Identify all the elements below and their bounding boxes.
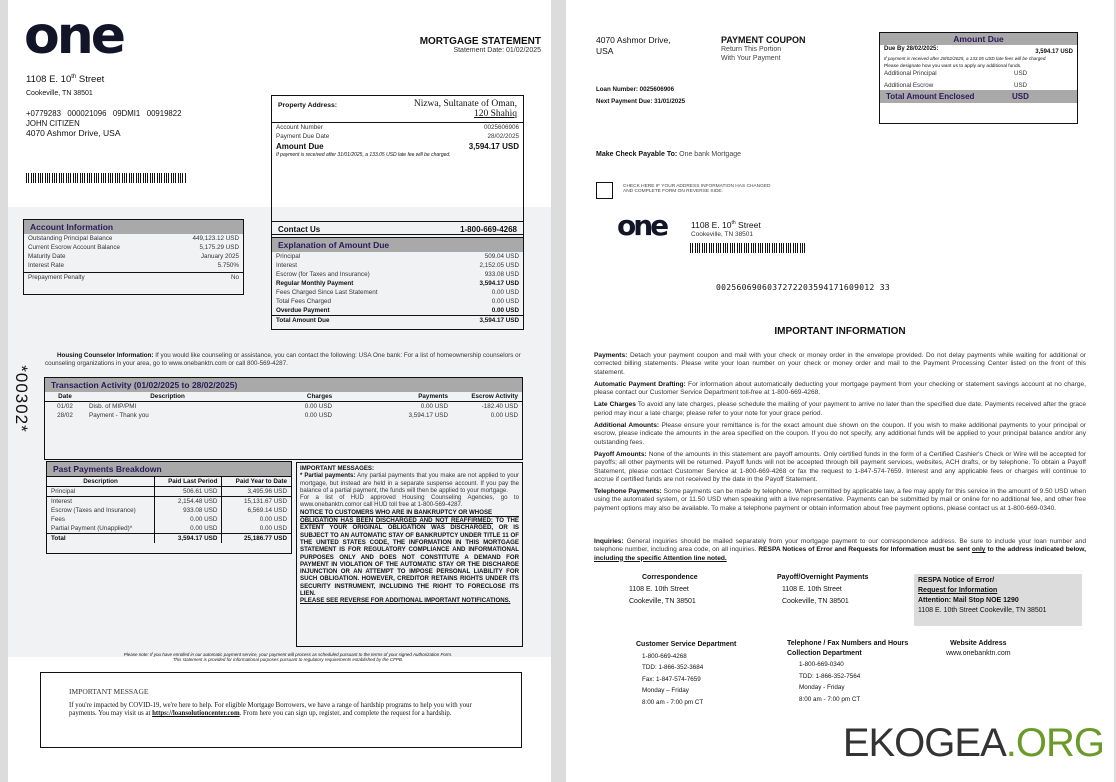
coupon-header bbox=[721, 35, 806, 63]
table-cell: 6,569.14 USD bbox=[222, 506, 291, 515]
table-cell: 0.00 USD bbox=[490, 412, 518, 419]
contact-line: TDD: 1-866-352-3684 bbox=[642, 664, 704, 671]
account-number: 0025606906 bbox=[483, 124, 519, 131]
statement-page bbox=[8, 0, 551, 782]
bankruptcy-notice: NOTICE TO CUSTOMERS WHO ARE IN BANKRUPTCY OR WHOSE bbox=[300, 509, 519, 517]
row-value: 5,175.29 USD bbox=[199, 244, 239, 251]
row-value: 449,123.12 USD bbox=[192, 235, 239, 242]
column-header: Description bbox=[83, 478, 118, 485]
paragraph-label: Telephone Payments: bbox=[594, 488, 662, 496]
bank-city: Cookeville, TN 38501 bbox=[26, 90, 93, 97]
table-cell: 0.00 USD bbox=[304, 403, 333, 410]
row-label: Total Amount Due bbox=[276, 317, 330, 324]
account-info-row bbox=[24, 243, 243, 252]
customer-service-info: Customer Service Department 1-800-669-4268 TDD: 1-866-352-3684 Fax: 1-847-574-7659 Monday – Friday 8:00 am - 7:00 pm CT bbox=[636, 639, 736, 708]
account-info-row bbox=[24, 252, 243, 261]
coupon-late-note: If payment is received after 28/02/2025, a 133.05 USD late fees will be charged. bbox=[884, 56, 1047, 61]
account-info-row bbox=[24, 272, 243, 282]
payable-to: Make Check Payable To: One bank Mortgage bbox=[596, 151, 742, 158]
column-header: Escrow Activity bbox=[471, 393, 518, 400]
info-paragraph bbox=[594, 422, 1086, 447]
row-label: Overdue Payment bbox=[276, 307, 330, 314]
additional-principal-input[interactable]: USD bbox=[1014, 70, 1028, 77]
paragraph-label: Payments: bbox=[594, 352, 628, 359]
coupon-sub: With Your Payment bbox=[721, 55, 781, 62]
explanation-row bbox=[272, 252, 523, 261]
hud-note: For a list of HUD approved Housing Counseling Agencies, go to www.onebanktn.comor call HUD toll free at 1-800-569-4287. bbox=[300, 494, 519, 509]
table-row bbox=[47, 534, 291, 544]
row-label: Total Fees Charged bbox=[276, 298, 331, 305]
table-cell: Escrow (Taxes and Insurance) bbox=[51, 507, 136, 514]
explanation-row bbox=[272, 306, 523, 315]
due-by-label: Due By 28/02/2025: bbox=[884, 46, 939, 52]
property-label: Property Address: bbox=[278, 102, 338, 109]
coupon-address: 4070 Ashmor Drive, USA bbox=[596, 35, 671, 56]
contact-line: Monday – Friday bbox=[642, 687, 689, 694]
column-header: Date bbox=[58, 393, 72, 400]
table-cell: 01/02 bbox=[57, 403, 73, 410]
table-row bbox=[45, 402, 522, 412]
row-label: Interest Rate bbox=[28, 262, 65, 269]
account-info-title: Account Information bbox=[24, 220, 243, 234]
loan-solution-link[interactable]: https://loansolutioncenter.com bbox=[152, 710, 240, 717]
paragraph-label: Additional Amounts: bbox=[594, 422, 660, 430]
partial-payments-note: * Partial payments: Any partial payments that you make are not applied to your mortgage, but instead are held in a separate suspense account. If you pay the balance of a partial payment, the funds will then be applied to your mortgage. bbox=[300, 472, 519, 494]
row-value: 933.08 USD bbox=[484, 271, 519, 278]
table-cell: 0.00 USD bbox=[222, 515, 291, 524]
explanation-row bbox=[272, 270, 523, 279]
row-value: 0.00 USD bbox=[491, 298, 519, 305]
account-info-box bbox=[23, 219, 244, 295]
coupon-logo: one bbox=[617, 209, 667, 242]
due-by-amount: 3,594.17 USD bbox=[1035, 49, 1073, 55]
row-value: 3,594.17 USD bbox=[479, 317, 519, 324]
contact-line: Fax: 1-847-574-7659 bbox=[642, 675, 701, 683]
row-value: January 2025 bbox=[200, 253, 239, 260]
table-cell: -182.40 USD bbox=[481, 403, 518, 410]
transactions-table bbox=[45, 392, 522, 420]
due-date: 28/02/2025 bbox=[487, 133, 519, 140]
payoff-address: Payoff/Overnight Payments 1108 E. 10th Street Cookeville, TN 38501 bbox=[777, 574, 869, 605]
row-value: 0.00 USD bbox=[491, 289, 519, 296]
info-paragraph bbox=[594, 381, 1086, 398]
table-row bbox=[47, 506, 291, 515]
covid-text: If you're impacted by COVID-19, we're here to help. For eligible Mortgage Borrowers, we have a range of hardship programs to help you with your payments. You may visit us at https://loansolutioncenter.com. From here you can sign up, register, and complete the request for a hardship. bbox=[69, 702, 472, 717]
table-cell: 15,131.67 USD bbox=[222, 497, 291, 507]
designate-note: Please designate how you want us to apply any additional funds. bbox=[884, 64, 1022, 69]
contact-line: 1-800-669-4268 bbox=[642, 652, 687, 660]
additional-escrow-input[interactable]: USD bbox=[1014, 82, 1028, 89]
mail-code: +0779283 000021096 09DMI1 00919822 bbox=[26, 109, 182, 118]
statement-header bbox=[420, 36, 541, 54]
contact-line: 8:00 am - 7:00 pm CT bbox=[642, 698, 704, 706]
address-change-checkbox[interactable] bbox=[596, 182, 613, 199]
table-cell: 25,186.77 USD bbox=[222, 534, 291, 544]
account-info-row bbox=[24, 234, 243, 243]
table-cell: 3,594.17 USD bbox=[155, 534, 222, 544]
row-value: 509.04 USD bbox=[484, 253, 519, 260]
bank-logo: one bbox=[24, 6, 124, 66]
table-row bbox=[47, 515, 291, 524]
covid-message-box bbox=[40, 672, 522, 748]
table-cell: Interest bbox=[51, 498, 72, 505]
website-link[interactable]: www.onebanktn.com bbox=[946, 650, 1011, 657]
table-cell: Disb. of MIP/PMI bbox=[89, 403, 137, 410]
table-cell: Fees bbox=[51, 516, 65, 523]
transactions-title: Transaction Activity (01/02/2025 to 28/02/2025) bbox=[45, 378, 522, 392]
info-paragraphs bbox=[594, 352, 1086, 517]
table-cell: 0.00 USD bbox=[155, 515, 222, 524]
past-payments-table bbox=[47, 476, 291, 543]
paragraph-text: None of the amounts in this statement are payoff amounts. Only certified funds in the form of a Certified Cashier's Check or Wire will be accepted for payoffs; all other payments will be returned. Payoff funds will not be accepted through bill payment services, websites, ACH drafts, or by telephone. To obtain a Payoff Statement, please contact Customer Service at 1-800-669-4268 or fax the request to 1-847-574-7659. Interest and any applicable fees or charges will continue to accrue if certified funds are not received by the date in the Payoff Statement. bbox=[594, 450, 1086, 483]
coupon-bank-city: Cookeville, TN 38501 bbox=[691, 231, 754, 238]
customer-name: JOHN CITIZEN bbox=[26, 119, 80, 128]
row-label: Principal bbox=[276, 253, 301, 260]
property-address: Nizwa, Sultanate of Oman, 120 Shahiq bbox=[413, 99, 517, 119]
table-cell: 933.08 USD bbox=[155, 506, 222, 515]
account-info-row bbox=[24, 261, 243, 270]
row-label: Prepayment Penalty bbox=[28, 274, 85, 281]
paragraph-text: For information about automatically deducting your mortgage payment from your checking or statement savings account at no charge, please contact our Customer Service Department toll-free at 1-800-669-4268. bbox=[594, 380, 1087, 397]
table-cell: Partial Payment (Unapplied)* bbox=[51, 525, 133, 532]
info-paragraph bbox=[594, 352, 1086, 377]
contact-line: 1-800-669-0340 bbox=[799, 661, 844, 668]
bankruptcy-text: OBLIGATION HAS BEEN DISCHARGED AND NOT REAFFIRMED: TO THE EXTENT YOUR ORIGINAL OBLIGATION WAS DISCHARGED, OR IS SUBJECT TO AN AUTOMATIC STAY OF BANKRUPTCY UNDER TITLE 11 OF THE UNITED STATES CODE, THE INFORMATION IN THIS MORTGAGE STATEMENT IS FOR REGULATORY COMPLIANCE AND INFORMATIONAL PURPOSES ONLY AND DOES NOT CONSTITUTE A DEMAND FOR PAYMENT IN VIOLATION OF THE AUTOMATIC STAY OR THE DISCHARGE INJUNCTION OR AN ATTEMPT TO IMPOSE PERSONAL LIABILITY FOR SUCH OBLIGATION. HOWEVER, CREDITOR RETAINS RIGHTS UNDER ITS SECURITY INSTRUMENT, INCLUDING THE RIGHT TO FORECLOSE ITS LIEN. bbox=[300, 517, 519, 598]
row-value: 2,152.05 USD bbox=[479, 262, 519, 269]
row-label: Regular Monthly Payment bbox=[276, 280, 354, 287]
table-cell: 506.61 USD bbox=[155, 487, 222, 497]
row-label: Interest bbox=[276, 262, 297, 269]
table-cell: 3,594.17 USD bbox=[408, 412, 448, 419]
coupon-title: PAYMENT COUPON bbox=[721, 35, 806, 45]
total-enclosed-label: Total Amount Enclosed bbox=[886, 92, 975, 101]
table-cell: 0.00 USD bbox=[222, 524, 291, 534]
explanation-row bbox=[272, 288, 523, 297]
column-header: Payments bbox=[418, 393, 448, 400]
paragraph-text: Some payments can be made by telephone. When permitted by applicable law, a fee may apply for this service in the amount of 9.50 USD when using the automated system, or 11.50 USD when speaking with a live representative. Payments can be submitted by mail or online for no additional fee, and other free payment options may also be available. To make a telephone payment or obtain information about free payment options, please contact us at 1-800-669-0340. bbox=[594, 488, 1086, 512]
past-payments-title: Past Payments Breakdown bbox=[47, 462, 291, 476]
statement-date: Statement Date: 01/02/2025 bbox=[453, 47, 541, 54]
paragraph-text: To avoid any late charges, please schedule the mailing of your payment to arrive no later than the specified due date. Payments received after the grace period may incur a late charge; please refer to your note for your grace period. bbox=[594, 401, 1086, 417]
counselor-info: Housing Counselor Information: If you would like counseling or assistance, you can contact the following: USA One bank: For a list of homeownership counselors or counseling organizations in your area, go to www.onebanktn.com or call 800-569-4287. bbox=[45, 352, 521, 367]
table-row bbox=[47, 497, 291, 507]
see-reverse-note: PLEASE SEE REVERSE FOR ADDITIONAL IMPORTANT NOTIFICATIONS. bbox=[300, 597, 511, 605]
row-value: No bbox=[230, 274, 239, 281]
footnotes: Please note: If you have enrolled in our automatic payment service, your payment will process as scheduled pursuant to the terms of your signed Authorization Form. This statement is provided for informational purposes pursuant to regulatory requirements established by the CFPB. bbox=[123, 652, 453, 662]
table-cell: Total bbox=[51, 535, 66, 542]
statement-title: MORTGAGE STATEMENT bbox=[419, 36, 541, 47]
respa-address: RESPA Notice of Error/ Request for Information Attention: Mail Stop NOE 1290 1108 E. 10th Street Cookeville, TN 38501 bbox=[914, 574, 1082, 626]
info-paragraph bbox=[594, 401, 1086, 418]
contact-phone[interactable]: 1-800-669-4268 bbox=[460, 225, 517, 234]
paragraph-label: Automatic Payment Drafting: bbox=[594, 380, 686, 388]
website-info: Website Address www.onebanktn.com bbox=[946, 640, 1011, 657]
important-messages-box bbox=[296, 462, 523, 647]
messages-title: IMPORTANT MESSAGES: bbox=[300, 465, 375, 472]
row-label: Maturity Date bbox=[28, 253, 66, 260]
explanation-row bbox=[272, 297, 523, 306]
info-paragraph bbox=[594, 451, 1086, 484]
table-cell: 2,154.48 USD bbox=[155, 497, 222, 507]
coupon-bank-street: 1108 E. 10th Street bbox=[691, 220, 761, 230]
table-cell: Principal bbox=[51, 488, 76, 495]
column-header: Paid Last Period bbox=[155, 477, 222, 487]
column-header: Charges bbox=[306, 393, 333, 400]
paragraph-text: Detach your payment coupon and mail with your check or money order in the envelope provided. Do not delay payments while waiting for additional or corrected billing statements. Please write your loan number on your check or money order and mail to the Payment Processing Center listed on the front of this statement. bbox=[594, 352, 1086, 376]
inquiries-paragraph: Inquiries: General inquiries should be mailed separately from your mortgage payment to our correspondence address. Be sure to include your loan number and telephone number, including area code, on all inquiries. RESPA Notices of Error and Requests for Information must be sent only to the address indicated below, including the specific Attention line noted. bbox=[594, 538, 1087, 562]
past-payments-box bbox=[46, 461, 292, 554]
due-date-label: Payment Due Date bbox=[276, 133, 330, 140]
coupon-amount-title: Amount Due bbox=[880, 33, 1077, 45]
coupon-sub: Return This Portion bbox=[721, 46, 782, 53]
table-row bbox=[47, 524, 291, 534]
table-cell: 3,495.96 USD bbox=[222, 487, 291, 497]
coupon-page bbox=[566, 0, 1114, 782]
table-cell: 28/02 bbox=[57, 412, 73, 419]
contact-label: Contact Us bbox=[278, 225, 321, 234]
contact-line: TDD: 1-866-352-7564 bbox=[799, 672, 861, 680]
transactions-box bbox=[44, 377, 523, 460]
collection-info: Telephone / Fax Numbers and Hours Collection Department 1-800-669-0340 TDD: 1-866-352-7564 Monday - Friday 8:00 am - 7:00 pm CT bbox=[787, 639, 908, 705]
additional-escrow-label: Additional Escrow bbox=[884, 82, 934, 89]
amount-due: 3,594.17 USD bbox=[468, 142, 519, 151]
explanation-title: Explanation of Amount Due bbox=[272, 238, 523, 252]
summary-box bbox=[271, 95, 524, 235]
table-cell: Payment - Thank you bbox=[89, 412, 149, 419]
watermark: EKOGEA.ORG bbox=[842, 721, 1104, 765]
table-cell: 0.00 USD bbox=[420, 403, 448, 410]
account-number-label: Account Number bbox=[276, 124, 323, 131]
paragraph-label: Late Charges bbox=[594, 401, 636, 409]
table-row bbox=[47, 487, 291, 497]
customer-address: 4070 Ashmor Drive, USA bbox=[26, 128, 121, 138]
paragraph-label: Payoff Amounts: bbox=[594, 450, 647, 458]
row-label: Current Escrow Account Balance bbox=[28, 244, 121, 251]
explanation-box bbox=[271, 221, 524, 330]
table-cell: 0.00 USD bbox=[304, 412, 333, 419]
total-enclosed-input[interactable]: USD bbox=[1012, 92, 1029, 101]
row-value: 5.750% bbox=[217, 262, 239, 269]
contact-line: 8:00 am - 7:00 pm CT bbox=[799, 695, 861, 703]
info-title: IMPORTANT INFORMATION bbox=[774, 326, 906, 337]
row-value: 3,594.17 USD bbox=[479, 280, 519, 287]
contact-line: Monday - Friday bbox=[799, 684, 845, 691]
coupon-barcode bbox=[690, 243, 805, 253]
explanation-row bbox=[272, 279, 523, 288]
covid-title: IMPORTANT MESSAGE bbox=[69, 687, 149, 696]
additional-principal-label: Additional Principal bbox=[884, 70, 937, 77]
explanation-row bbox=[272, 261, 523, 270]
late-fee-note: If payment is received after 31/01/2025, a 133.05 USD late fee will be charged. bbox=[276, 152, 451, 158]
explanation-row bbox=[272, 315, 523, 325]
row-value: 0.00 USD bbox=[491, 307, 519, 314]
row-label: Fees Charged Since Last Statement bbox=[276, 289, 378, 296]
table-row bbox=[45, 411, 522, 420]
side-code: *00302* bbox=[12, 365, 32, 433]
column-header: Description bbox=[150, 393, 185, 400]
info-paragraph bbox=[594, 488, 1086, 513]
coupon-amount-box bbox=[879, 32, 1078, 124]
postal-barcode bbox=[26, 173, 186, 183]
paragraph-text: Please ensure your remittance is for the exact amount due shown on the coupon. If you wish to make additional payments to your principal or escrow, please indicate the amounts in the area specified on the coupon. If you do not specify, any additional funds will be applied to your principal balance and/or any outstanding fees. bbox=[594, 422, 1086, 446]
ocr-scan-line: 0025606906037272203594171609012 33 bbox=[716, 283, 890, 292]
row-label: Escrow (for Taxes and Insurance) bbox=[276, 271, 370, 278]
table-cell: 0.00 USD bbox=[155, 524, 222, 534]
bank-street: 1108 E. 10th Street bbox=[26, 74, 105, 86]
address-change-label: CHECK HERE IF YOUR ADDRESS INFORMATION HAS CHANGED AND COMPLETE FORM ON REVERSE SIDE. bbox=[623, 184, 771, 194]
row-label: Outstanding Principal Balance bbox=[28, 235, 113, 242]
correspondence-address: Correspondence 1108 E. 10th Street Cookeville, TN 38501 bbox=[629, 574, 698, 605]
loan-info: Loan Number: 0025606906 Next Payment Due: 31/01/2025 bbox=[596, 86, 686, 105]
column-header: Paid Year to Date bbox=[222, 477, 291, 487]
amount-due-label: Amount Due bbox=[276, 142, 324, 151]
